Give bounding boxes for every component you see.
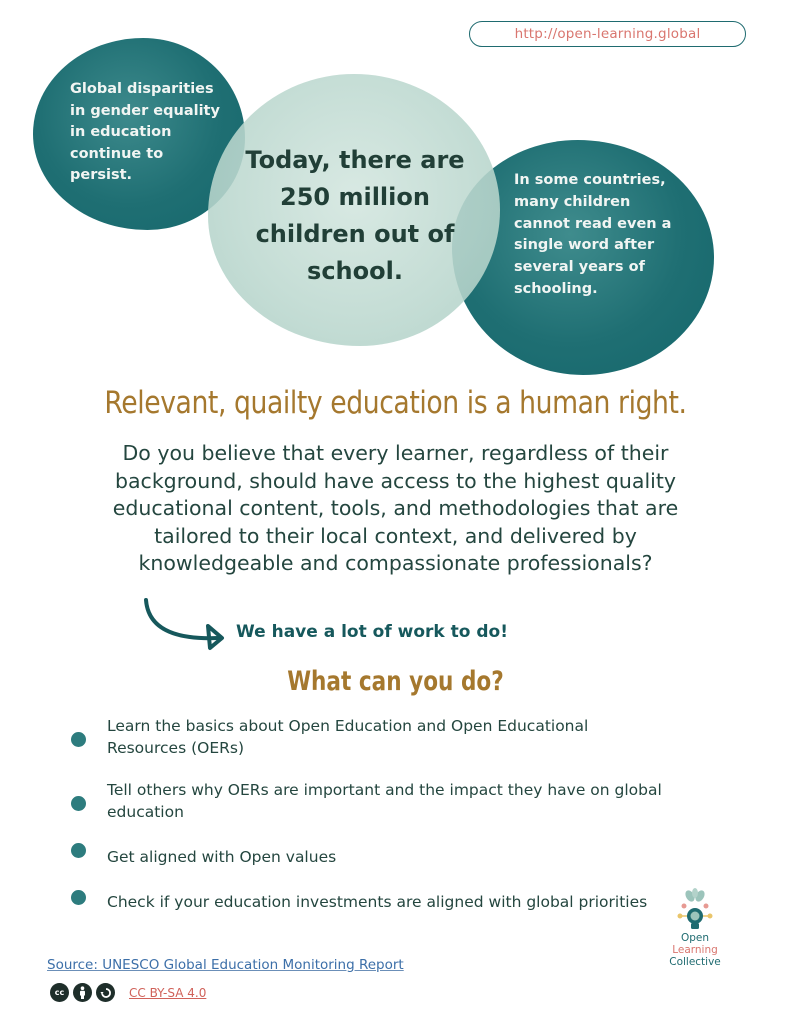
logo-line-learning: Learning — [672, 944, 718, 956]
by-attribution-icon — [73, 983, 92, 1002]
source-link[interactable]: Source: UNESCO Global Education Monitoring Report — [47, 957, 404, 973]
list-item — [70, 847, 670, 869]
bullet-dot-icon — [71, 843, 86, 858]
bullet-dot-icon — [71, 890, 86, 905]
sa-share-alike-icon — [96, 983, 115, 1002]
headline: Relevant, quailty education is a human right. — [104, 385, 687, 421]
question-paragraph: Do you believe that every learner, regardless of their background, should have access to the highest quality educational content, tools, and methodologies that are tailored to their local context, and delivered by knowledgeable and compassionate professionals? — [112, 441, 679, 575]
logo-line-collective: Collective — [669, 956, 721, 968]
action-text: Get aligned with Open values — [107, 848, 337, 866]
logo-line-open: Open — [680, 932, 710, 944]
out-of-school-fact: Today, there are 250 million children out of school. — [245, 146, 465, 285]
bullet-dot-icon — [71, 796, 86, 811]
action-text: Learn the basics about Open Education and Open Educational Resources (OERs) — [107, 717, 589, 757]
gender-disparity-fact: Global disparities in gender equality in education continue to persist. — [70, 81, 220, 183]
callout-text: We have a lot of work to do! — [236, 622, 508, 642]
action-text: Check if your education investments are aligned with global priorities — [107, 892, 648, 911]
license-block — [50, 983, 206, 1002]
list-item — [70, 716, 670, 759]
what-can-you-do-heading: What can you do? — [287, 666, 504, 697]
action-text: Tell others why OERs are important and the impact they have on global education — [107, 781, 662, 821]
action-list — [70, 716, 670, 913]
cc-icon: cc — [50, 983, 69, 1002]
list-item — [70, 892, 670, 914]
open-learning-collective-logo — [652, 932, 738, 968]
literacy-fact: In some countries, many children cannot read even a single word after several years of schooling. — [514, 172, 672, 297]
website-url-link[interactable]: http://open-learning.global — [469, 21, 746, 47]
bullet-dot-icon — [71, 732, 86, 747]
license-link[interactable]: CC BY-SA 4.0 — [129, 985, 207, 1000]
curved-arrow-icon — [140, 596, 230, 654]
list-item — [70, 780, 670, 823]
